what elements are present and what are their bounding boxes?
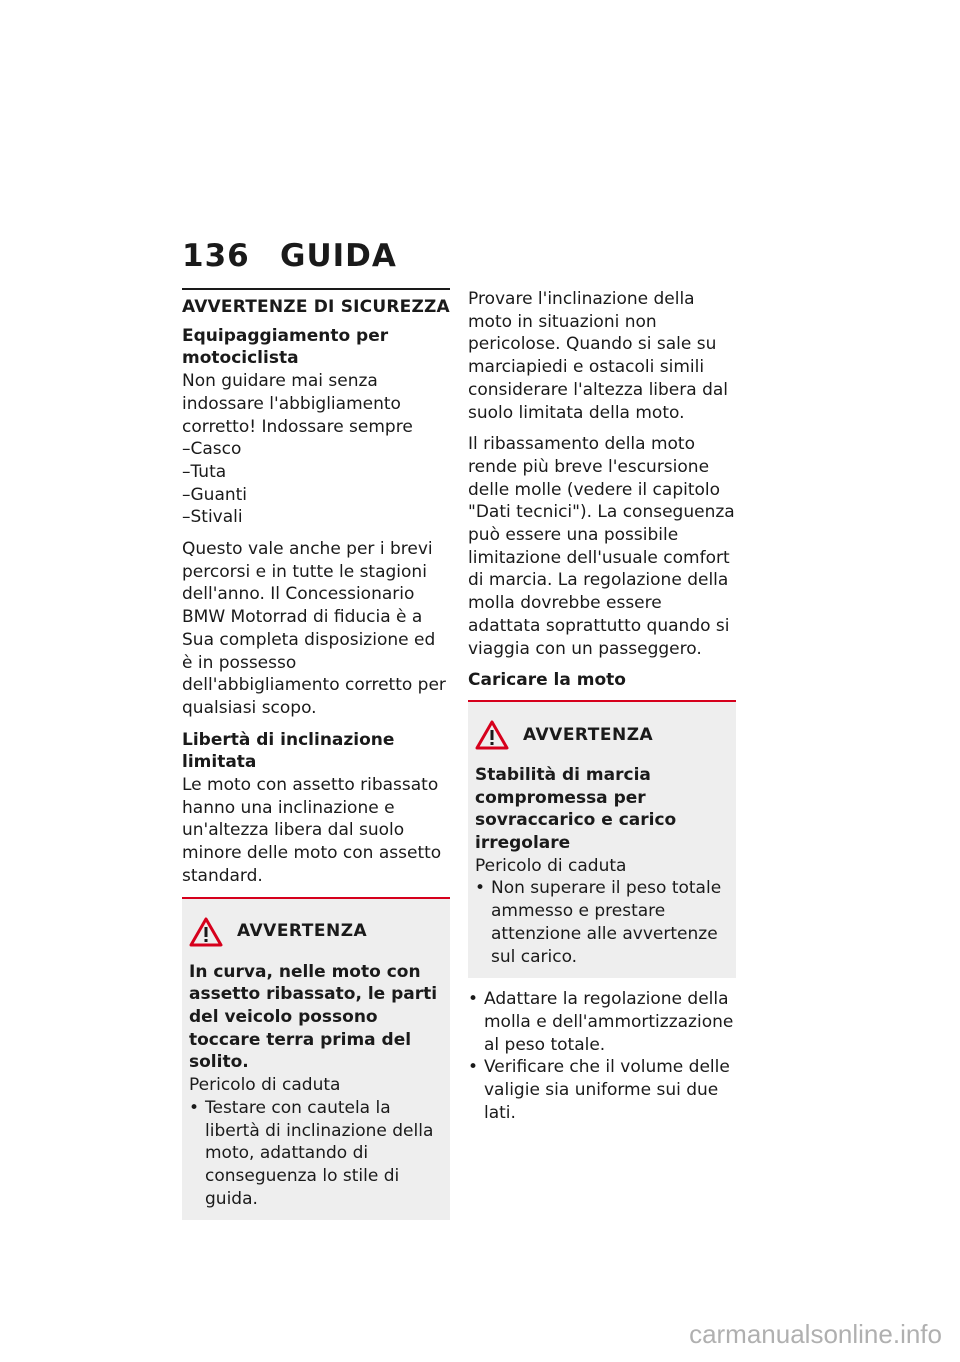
chapter-title: GUIDA [280, 238, 397, 274]
list-item: –Casco [182, 439, 242, 460]
page-header [182, 238, 397, 274]
paragraph: Le moto con assetto ribassato hanno una inclinazione e un'altezza libera dal suolo minore delle moto con assetto standard. [182, 775, 442, 886]
sub-title-lean: Libertà di inclinazione limitata [182, 729, 395, 773]
warning-triangle-icon [189, 917, 223, 947]
sub-title-loading: Caricare la moto [468, 670, 626, 691]
paragraph: Il ribassamento della moto rende più breve l'escursione delle molle (vedere il capitolo "Dati tecnici"). La conseguenza può essere una possibile limitazione dell'usuale comfort di marcia. La regolazione della molla dovrebbe essere adattata soprattutto quando si viaggia con un passeggero. [468, 434, 735, 659]
page-number: 136 [182, 238, 250, 274]
warning-bullets [189, 1097, 442, 1211]
warning-risk: Pericolo di caduta [189, 1075, 341, 1096]
warning-header [475, 720, 728, 750]
warning-box [468, 700, 736, 978]
list-item: • Testare con cautela la libertà di inclinazione della moto, adattando di conseguenza lo stile di guida. [189, 1097, 442, 1211]
gear-list [182, 438, 450, 529]
warning-label: AVVERTENZA [237, 921, 368, 942]
equipment-text: Non guidare mai senza indossare l'abbigliamento corretto! Indossare sempre [182, 371, 413, 437]
list-item: • Non superare il peso totale ammesso e prestare attenzione alle avvertenze sul carico. [475, 877, 728, 968]
warning-label: AVVERTENZA [523, 724, 654, 745]
loading-bullets [468, 988, 736, 1124]
list-item: –Tuta [182, 461, 227, 482]
list-item: –Stivali [182, 507, 243, 528]
left-column [182, 288, 450, 1220]
paragraph: Questo vale anche per i brevi percorsi e in tutte le stagioni dell'anno. Il Concessionario BMW Motorrad di fiducia è a Sua completa disposizione ed è in possesso dell'abbigliamento corretto per qualsiasi scopo. [182, 539, 446, 718]
paragraph: Provare l'inclinazione della moto in situazioni non pericolose. Quando si sale su marciapiedi e ostacoli simili considerare l'altezza libera dal suolo limitata della moto. [468, 289, 729, 423]
list-item: –Guanti [182, 484, 248, 505]
warning-triangle-icon [475, 720, 509, 750]
section-title: AVVERTENZE DI SICUREZZA [182, 288, 450, 319]
warning-header [189, 917, 442, 947]
list-item: • Verificare che il volume delle valigie sia uniforme sui due lati. [468, 1056, 736, 1124]
sub-title-equipment: Equipaggiamento per motociclista [182, 325, 389, 369]
warning-title: In curva, nelle moto con assetto ribassato, le parti del veicolo possono toccare terra prima del solito. [189, 961, 438, 1073]
warning-box [182, 897, 450, 1221]
warning-bullets [475, 877, 728, 968]
warning-title: Stabilità di marcia compromessa per sovraccarico e carico irregolare [475, 764, 677, 854]
warning-risk: Pericolo di caduta [475, 855, 627, 876]
watermark: carmanualsonline.info [689, 1319, 942, 1349]
right-column [468, 288, 736, 1125]
list-item: • Adattare la regolazione della molla e dell'ammortizzazione al peso totale. [468, 988, 736, 1056]
